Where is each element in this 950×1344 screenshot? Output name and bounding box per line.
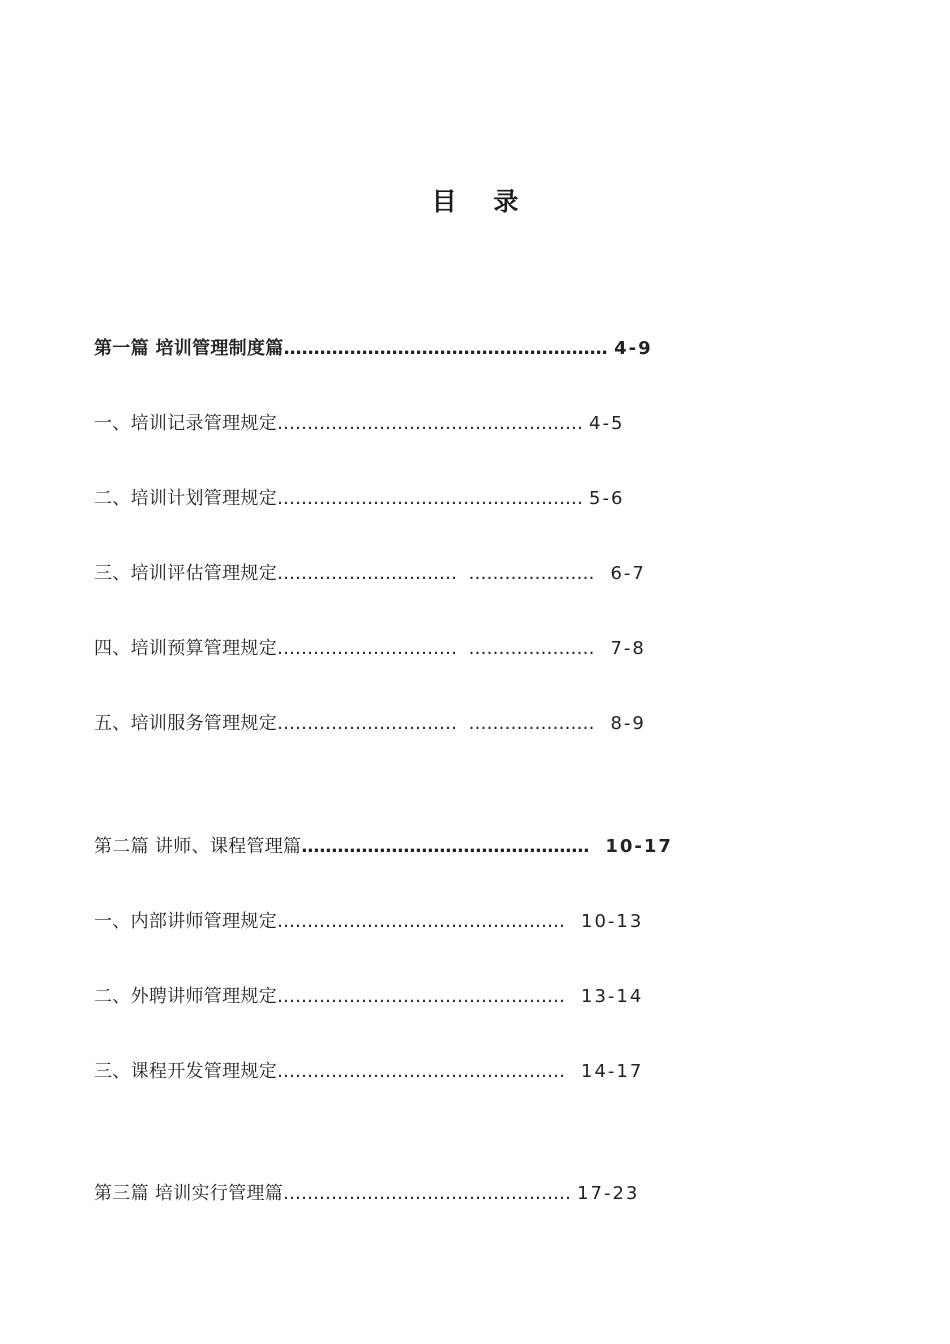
- toc-item-title: 三、课程开发管理规定: [94, 1061, 277, 1082]
- toc-part-1[interactable]: [94, 337, 653, 361]
- toc-page-range: 4-5: [589, 413, 625, 434]
- toc-item-title: 五、培训服务管理规定: [94, 713, 277, 734]
- toc-leader-dots: …………………………………………: [277, 986, 565, 1007]
- toc-leader-dots: …………………………………………: [277, 911, 565, 932]
- toc-page-range: 8-9: [610, 713, 646, 734]
- toc-item-1-2[interactable]: [94, 487, 624, 511]
- toc-part-title: 第二篇 讲师、课程管理篇: [94, 836, 302, 857]
- toc-item-title: 三、培训评估管理规定: [94, 563, 277, 584]
- toc-part-2[interactable]: [94, 835, 673, 859]
- toc-item-2-1[interactable]: [94, 910, 643, 934]
- toc-page-range: 13-14: [581, 986, 644, 1007]
- toc-item-title: 二、培训计划管理规定: [94, 488, 277, 509]
- toc-page-range: 4-9: [614, 338, 653, 359]
- toc-part-3[interactable]: [94, 1182, 639, 1206]
- toc-leader-dots: …………………………………………: [301, 836, 590, 857]
- toc-page-range: 7-8: [610, 638, 646, 659]
- toc-leader-dots: ………………………… …………………: [277, 638, 595, 659]
- toc-page-range: 17-23: [577, 1183, 640, 1204]
- toc-item-title: 二、外聘讲师管理规定: [94, 986, 277, 1007]
- toc-item-title: 四、培训预算管理规定: [94, 638, 277, 659]
- toc-item-1-3[interactable]: [94, 562, 646, 586]
- toc-item-1-5[interactable]: [94, 712, 646, 736]
- toc-leader-dots: ………………………………………………: [283, 338, 608, 359]
- toc-page-range: 10-13: [581, 911, 644, 932]
- toc-leader-dots: ………………………… …………………: [277, 563, 595, 584]
- toc-part-title: 第一篇 培训管理制度篇: [94, 338, 284, 359]
- toc-item-2-2[interactable]: [94, 985, 643, 1009]
- toc-page-range: 14-17: [581, 1061, 644, 1082]
- toc-item-1-4[interactable]: [94, 637, 646, 661]
- page-title: 目 录: [431, 187, 533, 216]
- toc-page-range: 6-7: [610, 563, 646, 584]
- toc-page-range: 5-6: [589, 488, 625, 509]
- toc-item-title: 一、培训记录管理规定: [94, 413, 277, 434]
- toc-page-range: 10-17: [605, 836, 673, 857]
- toc-part-title: 第三篇 培训实行管理篇: [94, 1183, 284, 1204]
- toc-item-1-1[interactable]: [94, 412, 624, 436]
- toc-leader-dots: ……………………………………………: [277, 488, 583, 509]
- toc-leader-dots: ……………………………………………: [277, 413, 583, 434]
- toc-leader-dots: …………………………………………: [283, 1183, 572, 1204]
- toc-leader-dots: ………………………… …………………: [277, 713, 595, 734]
- toc-leader-dots: …………………………………………: [277, 1061, 565, 1082]
- toc-item-title: 一、内部讲师管理规定: [94, 911, 277, 932]
- toc-item-2-3[interactable]: [94, 1060, 643, 1084]
